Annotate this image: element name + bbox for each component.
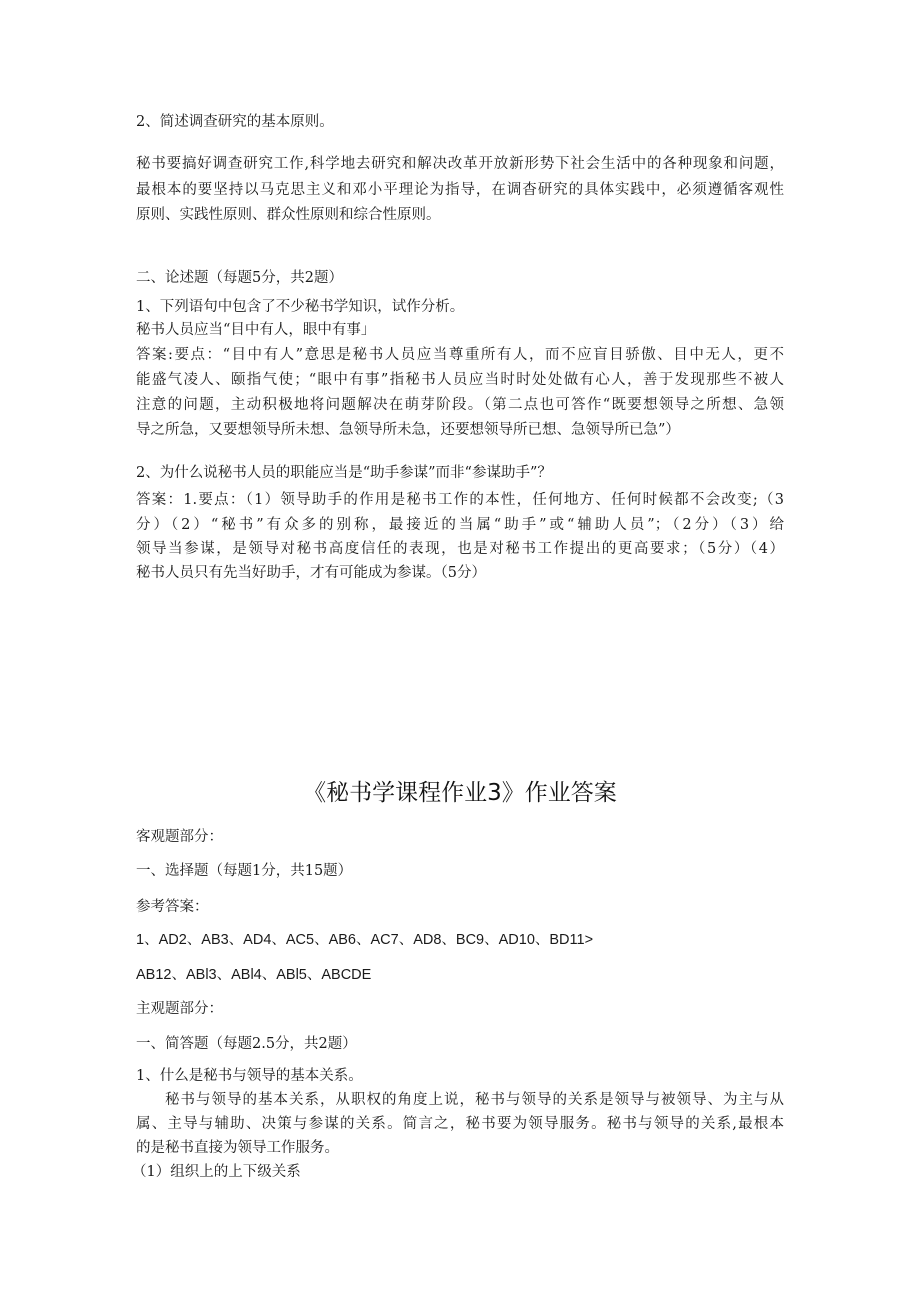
answer-line: 答案:要点：“目中有人”意思是秘书人员应当尊重所有人，而不应盲目骄傲、目中无人，更不 xyxy=(136,347,784,363)
objective-label: 客观题部分： xyxy=(136,829,223,845)
answer-line: 分）（2）“秘书”有众多的别称，最接近的当属“助手”或“辅助人员”；（2分）（3）给 xyxy=(136,517,784,533)
answer-line: 秘书与领导的基本关系，从职权的角度上说，秘书与领导的关系是领导与被领导、为主与从 xyxy=(165,1092,784,1108)
answer-line: 属、主导与辅助、决策与参谋的关系。简言之，秘书要为领导服务。秘书与领导的关系,最根本 xyxy=(136,1116,784,1132)
question-1-title: 1、什么是秘书与领导的基本关系。 xyxy=(136,1068,363,1084)
question-2-title: 2、为什么说秘书人员的职能应当是“助手参谋”而非“参谋助手”？ xyxy=(136,465,552,481)
short-answer-heading: 一、简答题（每题2.5分，共2题） xyxy=(136,1036,357,1052)
answer-line: 能盛气凌人、颐指气使；“眼中有事”指秘书人员应当时时处处做有心人，善于发现那些不被人 xyxy=(136,372,784,388)
choice-heading: 一、选择题（每题1分，共15题） xyxy=(136,863,353,879)
answers-line: 1、AD2、AB3、AD4、AC5、AB6、AC7、AD8、BC9、AD10、BD11> xyxy=(136,932,594,948)
answers-line: AB12、ABl3、ABl4、ABl5、ABCDE xyxy=(136,967,372,983)
answer-line: 原则、实践性原则、群众性原则和综合性原则。 xyxy=(136,207,441,223)
answer-line: 最根本的要坚持以马克思主义和邓小平理论为指导，在调杳研究的具体实践中，必须遵循客观性 xyxy=(136,182,784,198)
answer-line: 秘书人员只有先当好助手，才有可能成为参谋。（5分） xyxy=(136,565,486,581)
answer-line: 秘书要搞好调查研究工作,科学地去研究和解决改革开放新形势下社会生活中的各种现象和问题， xyxy=(136,156,784,172)
answer-line: 导之所急，又要想领导所未想、急领导所未急，还要想领导所已想、急领导所已急”） xyxy=(136,422,680,438)
document-title: 《秘书学课程作业3》作业答案 xyxy=(303,780,617,806)
sub-item: （1）组织上的上下级关系 xyxy=(132,1164,301,1180)
answer-line: 注意的问题，主动积极地将问题解决在萌芽阶段。（第二点也可答作“既要想领导之所想、急领 xyxy=(136,397,784,413)
question-1-quote: 秘书人员应当“目中有人，眼中有事」 xyxy=(136,322,376,338)
section-heading: 二、论述题（每题5分，共2题） xyxy=(136,270,343,286)
answer-line: 的是秘书直接为领导工作服务。 xyxy=(136,1140,339,1156)
answer-line: 领导当参谋，是领导对秘书高度信任的表现，也是对秘书工作提出的更高要求；（5分）（4） xyxy=(136,541,784,557)
question-2-title: 2、简述调查研究的基本原则。 xyxy=(136,114,334,130)
question-1-title: 1、下列语句中包含了不少秘书学知识，试作分析。 xyxy=(136,299,465,315)
answer-line: 答案：1.要点：（1）领导助手的作用是秘书工作的本性，任何地方、任何时候都不会改变;（3 xyxy=(136,492,784,508)
reference-label: 参考答案： xyxy=(136,899,209,915)
subjective-label: 主观题部分： xyxy=(136,1001,223,1017)
